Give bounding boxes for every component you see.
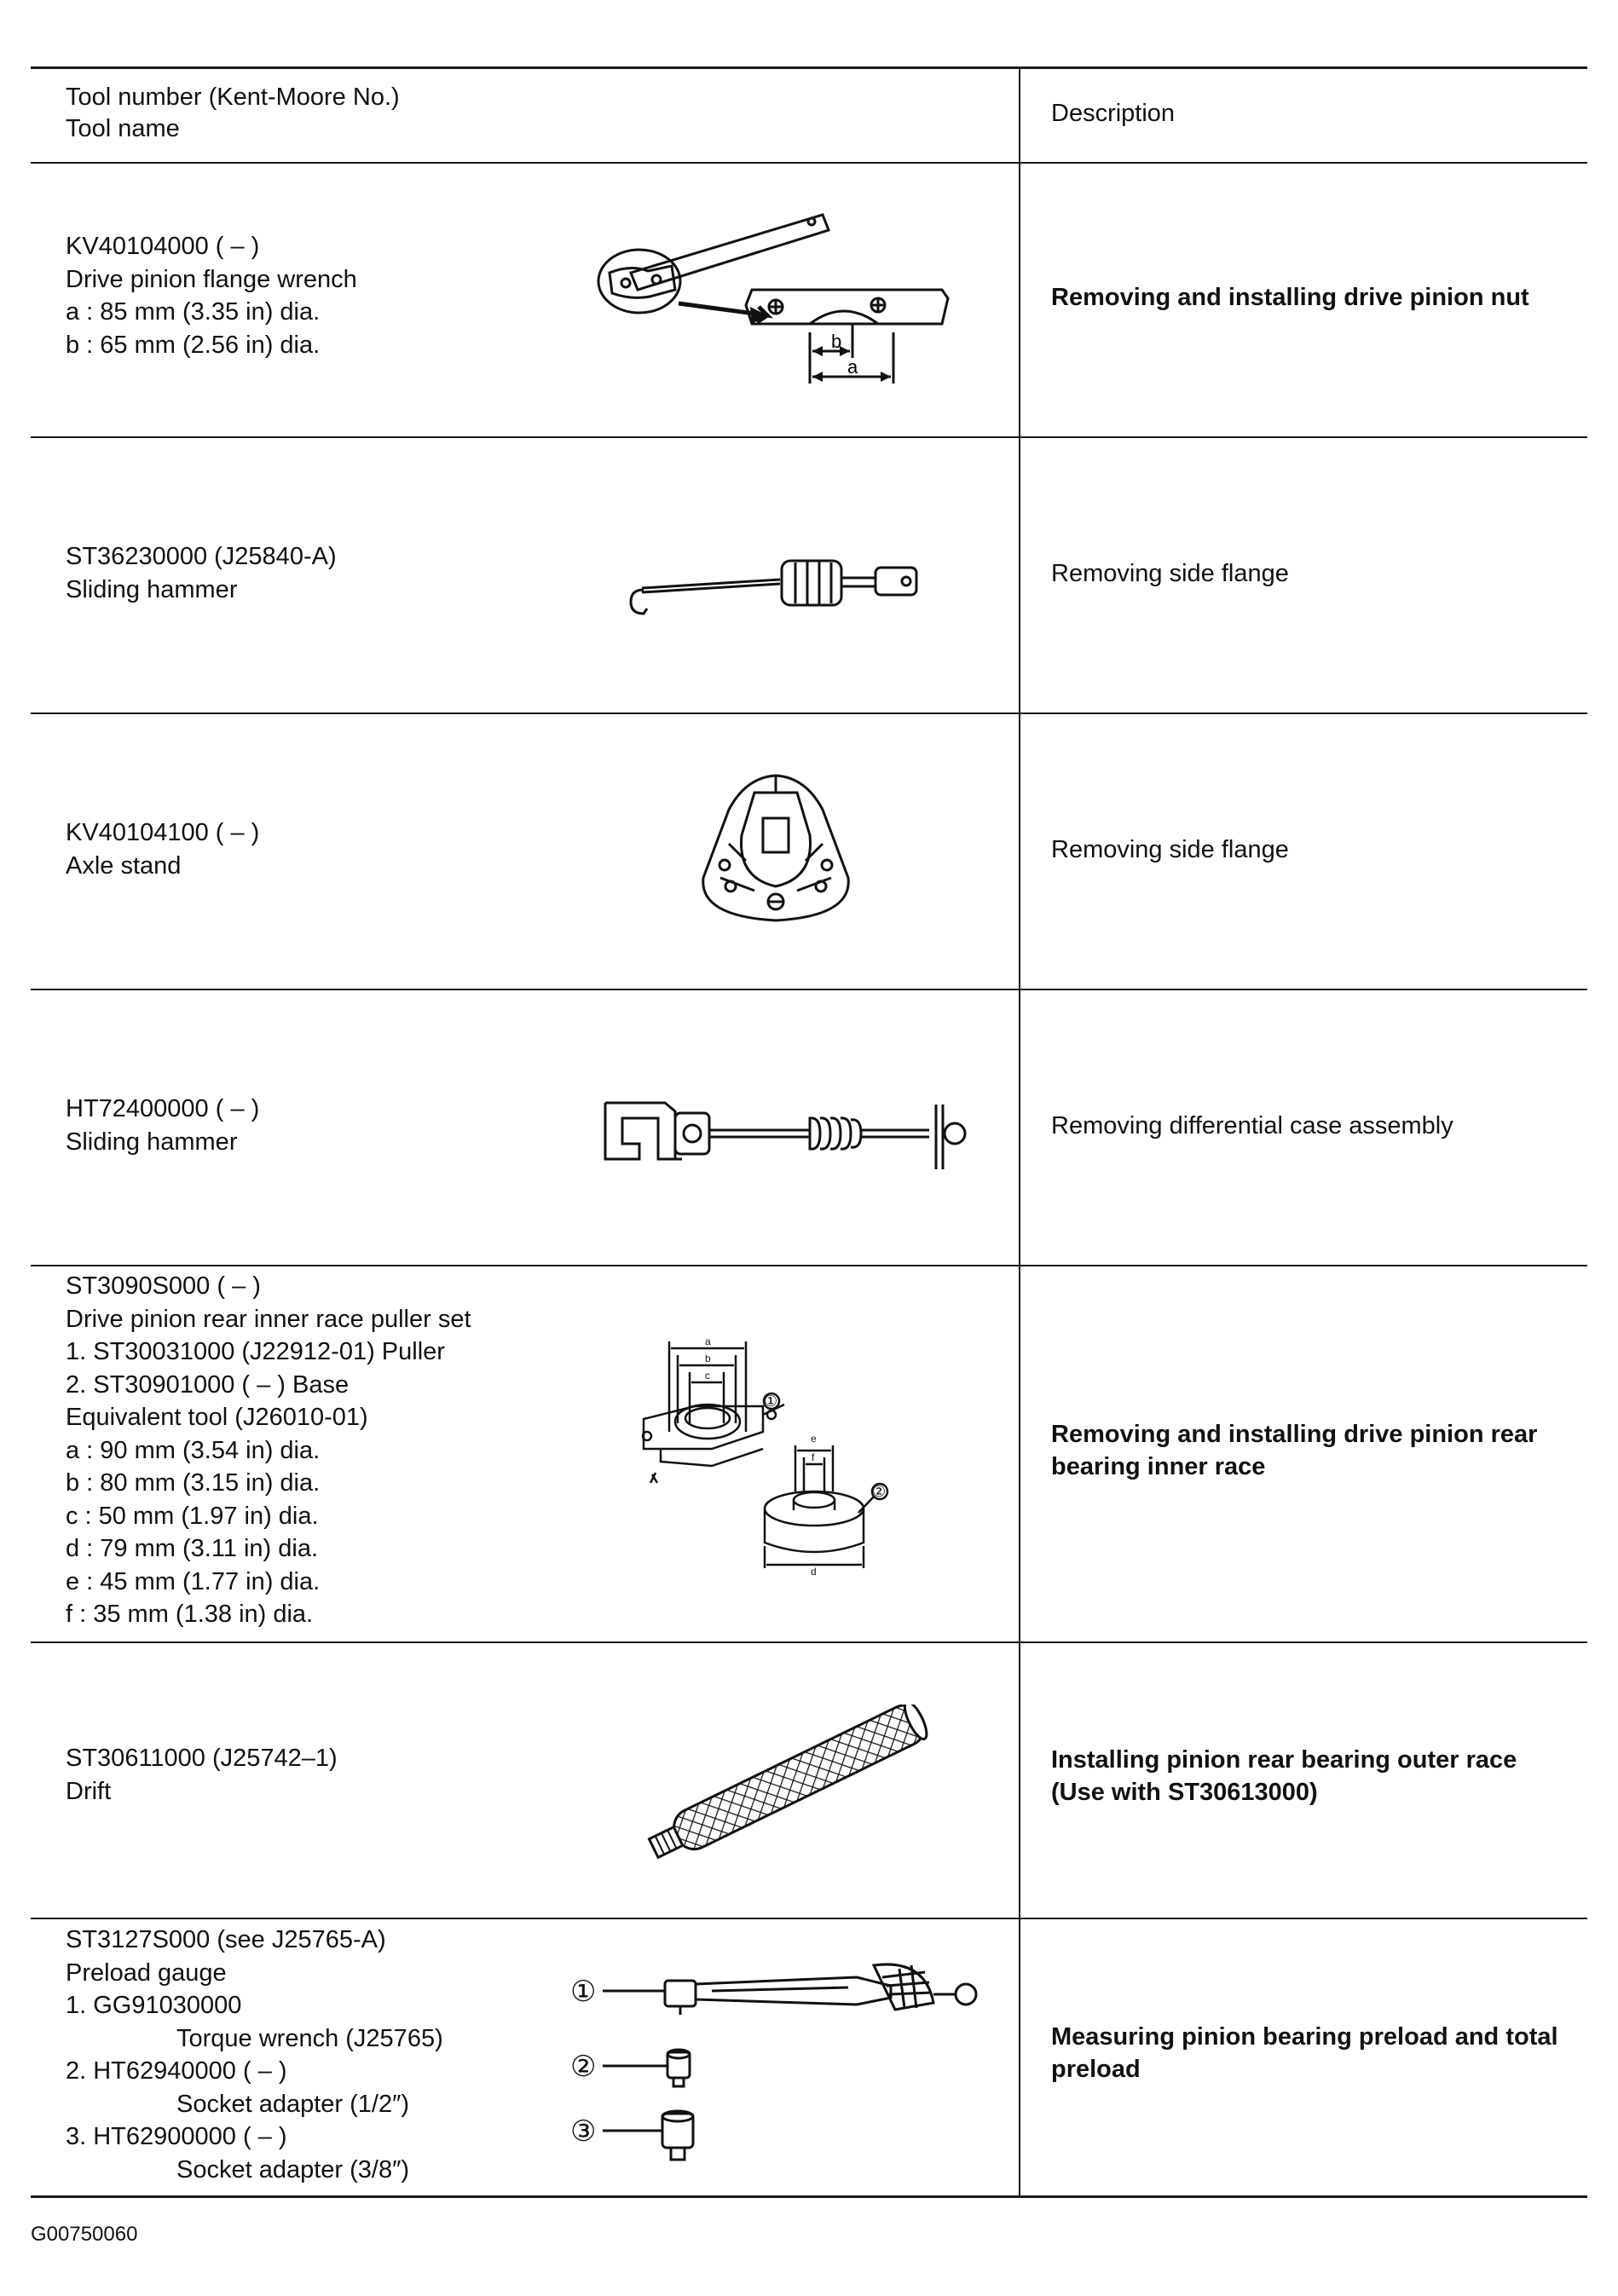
callout-number: ②	[872, 1483, 887, 1501]
tool-name: Sliding hammer	[66, 575, 238, 603]
tool-spec: a : 85 mm (3.35 in) dia.	[66, 298, 321, 326]
description-line: preload	[1051, 2056, 1141, 2083]
tool-number: KV40104100 ( – )	[66, 819, 260, 846]
tool-name: Preload gauge	[66, 1959, 227, 1987]
tool-name-heading: Tool name	[66, 115, 180, 142]
table-top-rule	[31, 66, 1587, 69]
dimension-label: c	[705, 1370, 710, 1382]
tool-spec: b : 65 mm (2.56 in) dia.	[66, 331, 321, 359]
tool-cell	[66, 1924, 443, 2186]
tool-spec: f : 35 mm (1.38 in) dia.	[66, 1601, 314, 1628]
tool-part-name: Socket adapter (3/8″)	[176, 2155, 410, 2184]
row-divider	[31, 1918, 1587, 1919]
tool-cell	[66, 1742, 338, 1808]
tool-part: 2. ST30901000 ( – ) Base	[66, 1370, 350, 1399]
sliding-hammer-illustration	[627, 545, 933, 622]
tool-spec: a : 90 mm (3.54 in) dia.	[66, 1436, 321, 1464]
dimension-label: b	[831, 331, 842, 352]
dimension-label: e	[811, 1433, 817, 1445]
description-cell: Removing and installing drive pinion nut	[1051, 284, 1529, 311]
tool-number-heading: Tool number (Kent-Moore No.)	[66, 84, 400, 111]
tool-part-name: Torque wrench (J25765)	[176, 2024, 443, 2052]
tool-equivalent: Equivalent tool (J26010-01)	[66, 1404, 368, 1431]
description-column-header: Description	[1051, 100, 1176, 127]
description-line: Installing pinion rear bearing outer race	[1051, 1746, 1517, 1774]
axle-stand-illustration	[695, 767, 857, 929]
tool-name: Axle stand	[66, 851, 182, 880]
preload-gauge-illustration	[567, 1960, 993, 2182]
description-cell	[1051, 1418, 1537, 1483]
callout-number: ③	[570, 2114, 597, 2149]
tool-name: Drift	[66, 1777, 112, 1805]
drive-pinion-flange-wrench-illustration	[597, 205, 955, 401]
tool-number: ST36230000 (J25840-A)	[66, 543, 337, 570]
drift-illustration	[614, 1705, 955, 1866]
tool-cell	[66, 230, 357, 361]
column-divider	[1019, 66, 1020, 2197]
description-cell	[1051, 1744, 1517, 1809]
tool-cell	[66, 1093, 259, 1158]
callout-number: ②	[570, 2050, 597, 2084]
tool-part: 1. ST30031000 (J22912-01) Puller	[66, 1338, 445, 1365]
tool-part: 2. HT62940000 ( – )	[66, 2057, 287, 2085]
callout-number: ①	[764, 1393, 778, 1410]
callout-number: ①	[570, 1975, 597, 2009]
tool-spec: d : 79 mm (3.11 in) dia.	[66, 1535, 319, 1562]
inner-race-puller-set-illustration	[635, 1330, 908, 1577]
description-cell: Removing differential case assembly	[1051, 1112, 1453, 1139]
tool-spec: e : 45 mm (1.77 in) dia.	[66, 1567, 321, 1595]
tool-column-header	[66, 82, 400, 145]
tool-spec: b : 80 mm (3.15 in) dia.	[66, 1469, 321, 1497]
tool-number: ST30611000 (J25742–1)	[66, 1745, 338, 1772]
row-divider	[31, 436, 1587, 438]
tool-cell	[66, 1270, 471, 1631]
figure-code: G00750060	[31, 2223, 138, 2246]
description-cell: Removing side flange	[1051, 836, 1289, 863]
row-divider	[31, 712, 1587, 714]
tool-cell	[66, 816, 259, 882]
tool-name: Sliding hammer	[66, 1128, 238, 1156]
tool-number: ST3090S000 ( – )	[66, 1272, 261, 1300]
tool-part-name: Socket adapter (1/2″)	[176, 2090, 410, 2118]
dimension-label: a	[847, 356, 858, 378]
tool-part: 3. HT62900000 ( – )	[66, 2123, 287, 2150]
row-divider	[31, 989, 1587, 990]
table-bottom-rule	[31, 2195, 1587, 2198]
description-cell	[1051, 2021, 1558, 2085]
tool-part: 1. GG91030000	[66, 1992, 242, 2019]
header-divider	[31, 162, 1587, 164]
tool-number: HT72400000 ( – )	[66, 1095, 260, 1122]
tool-name: Drive pinion rear inner race puller set	[66, 1305, 471, 1333]
dimension-label: b	[705, 1353, 711, 1364]
description-line: bearing inner race	[1051, 1453, 1266, 1480]
dimension-label: a	[705, 1335, 711, 1347]
tool-spec: c : 50 mm (1.97 in) dia.	[66, 1502, 319, 1530]
tool-number: KV40104000 ( – )	[66, 233, 260, 260]
dimension-label: d	[811, 1566, 817, 1577]
row-divider	[31, 1265, 1587, 1266]
sliding-hammer-with-puller-illustration	[597, 1093, 972, 1186]
tool-number: ST3127S000 (see J25765-A)	[66, 1926, 386, 1953]
dimension-label: f	[812, 1451, 815, 1463]
description-line: (Use with ST30613000)	[1051, 1779, 1318, 1806]
description-line: Removing and installing drive pinion rear	[1051, 1421, 1538, 1448]
tool-name: Drive pinion flange wrench	[66, 265, 357, 293]
row-divider	[31, 1641, 1587, 1643]
description-cell: Removing side flange	[1051, 560, 1289, 587]
tool-cell	[66, 540, 337, 606]
description-line: Measuring pinion bearing preload and total	[1051, 2023, 1558, 2051]
